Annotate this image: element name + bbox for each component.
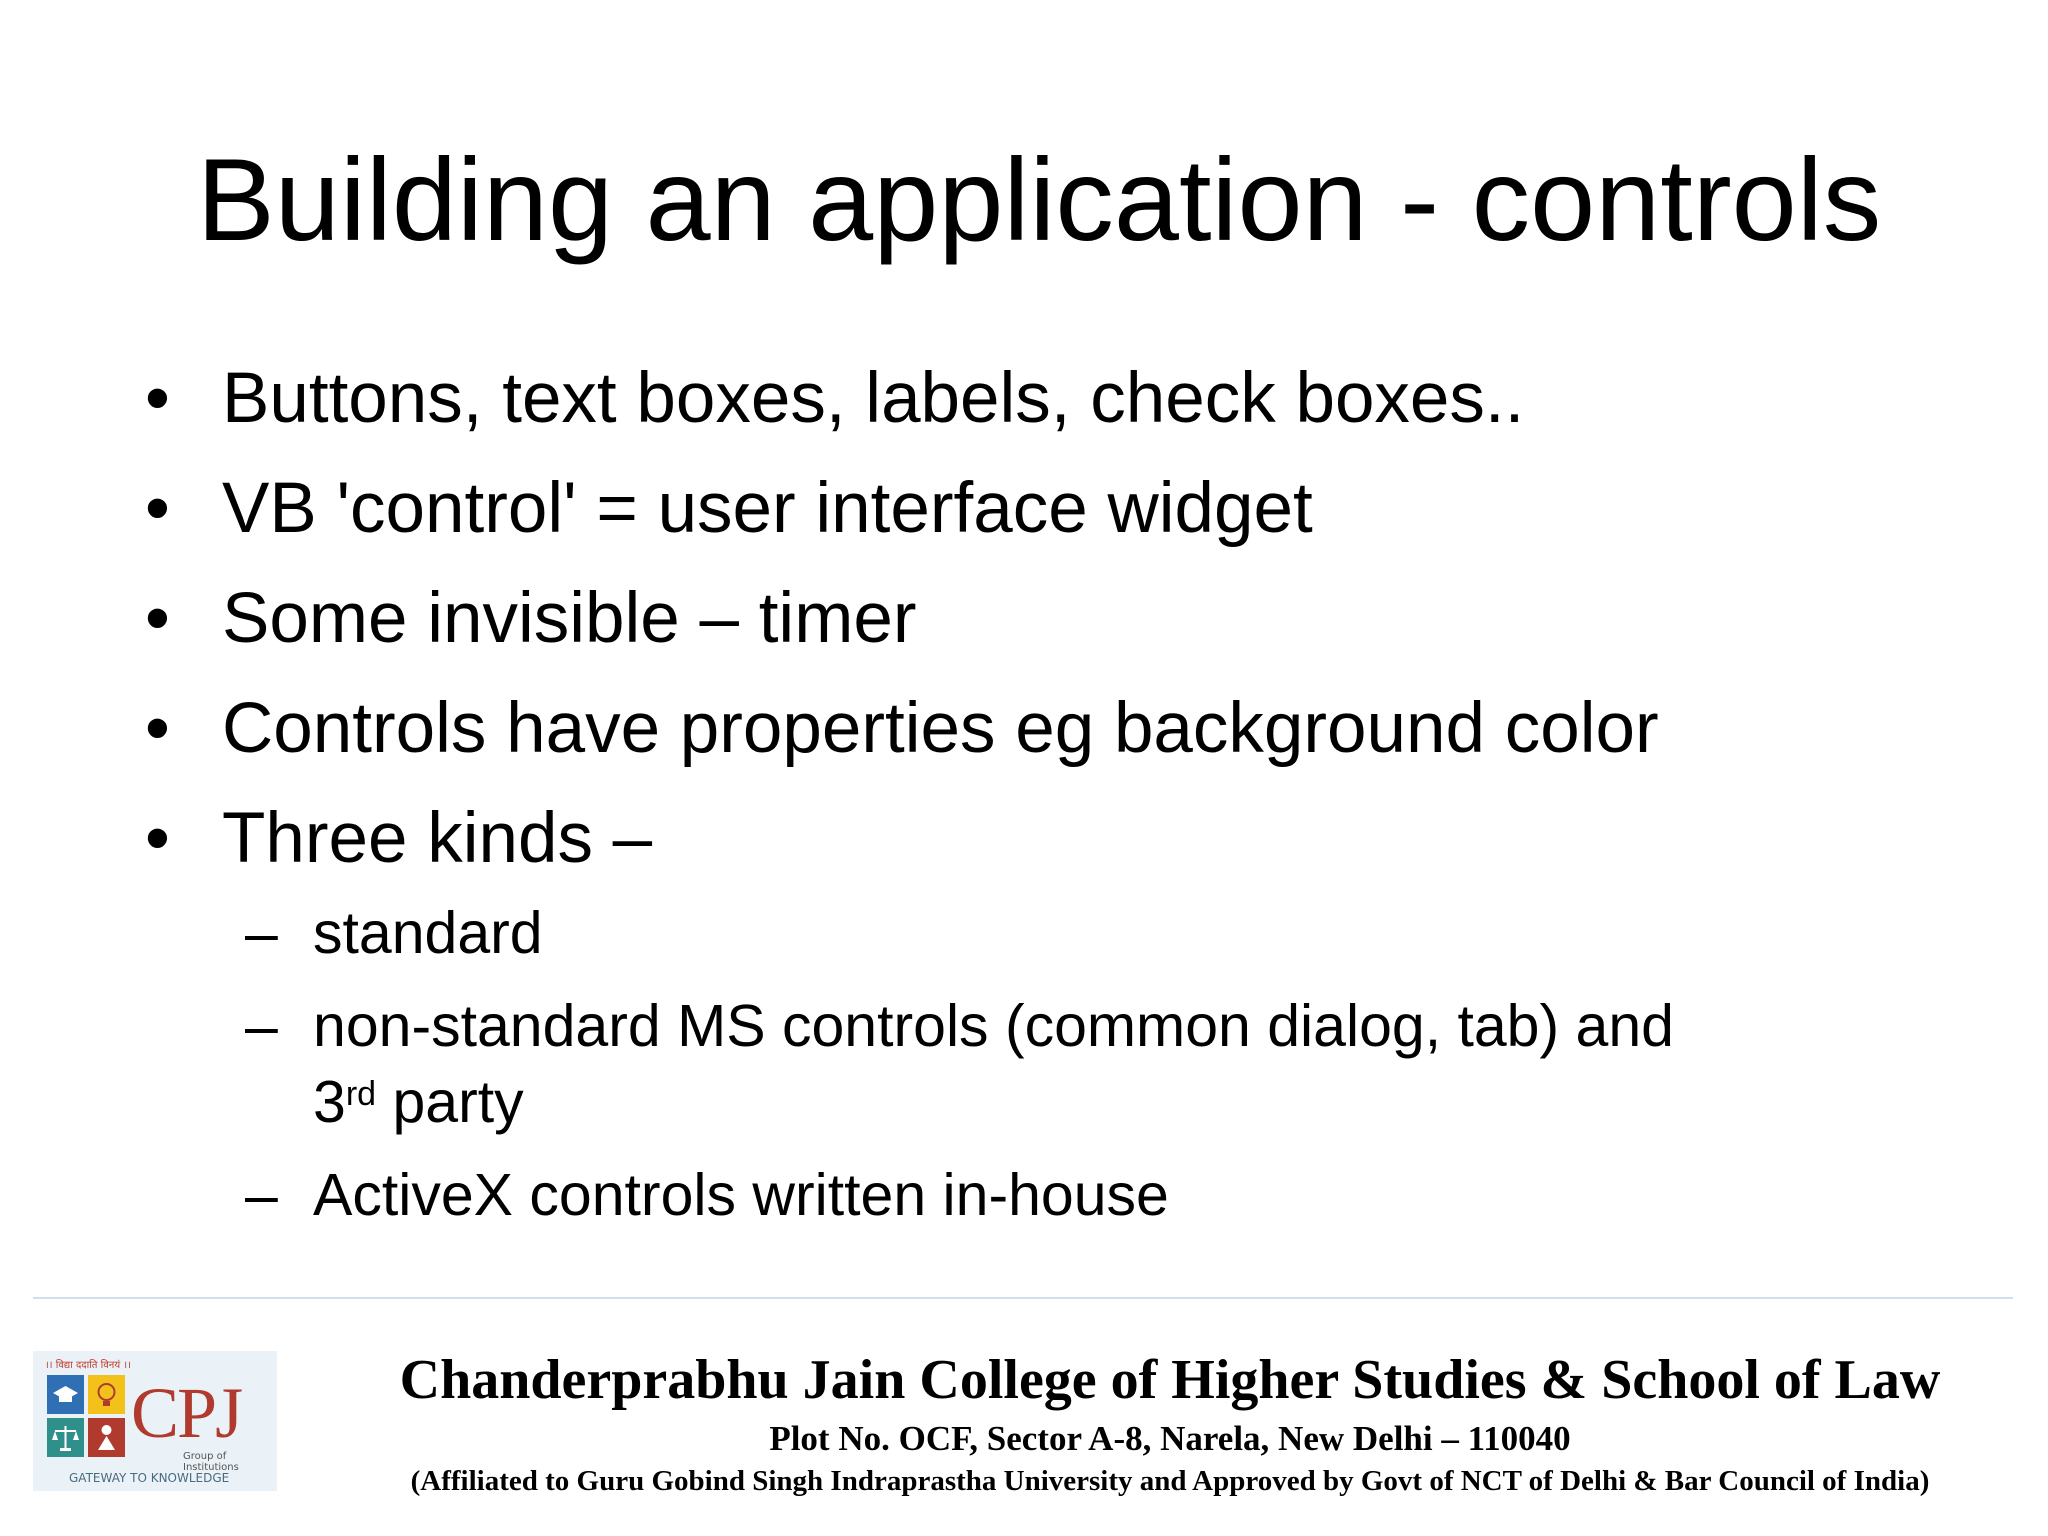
scales-of-justice-icon	[47, 1418, 84, 1457]
sub-bullet-text: ActiveX controls written in-house	[313, 1162, 1169, 1228]
logo-motto: ।। विद्या ददाति विनयं ।।	[45, 1360, 131, 1371]
sub-bullet-list	[245, 895, 1895, 1250]
footer-divider	[33, 1297, 2013, 1299]
college-name: Chanderprabhu Jain College of Higher Studies & School of Law	[399, 1349, 1941, 1411]
bullet-text: Buttons, text boxes, labels, check boxes..	[222, 359, 1525, 438]
sub-bullet-text	[313, 988, 1895, 1140]
bullet-marker: •	[145, 359, 170, 438]
bullet-marker: •	[145, 469, 170, 548]
college-affiliation: (Affiliated to Guru Gobind Singh Indraprastha University and Approved by Govt of NCT of Delhi & Bar Council of India)	[410, 1465, 1930, 1497]
graduation-cap-icon	[47, 1375, 84, 1414]
sub-bullet-item	[245, 1157, 1895, 1233]
bullet-marker: •	[145, 689, 170, 768]
bullet-marker: •	[145, 579, 170, 658]
college-address: Plot No. OCF, Sector A-8, Narela, New Delhi – 110040	[769, 1419, 1571, 1458]
slide-title: Building an application - controls	[196, 134, 1882, 265]
sub-bullet-marker: –	[245, 900, 278, 966]
sub-bullet-text-line2: party	[376, 1069, 524, 1135]
person-icon	[88, 1418, 125, 1457]
logo-wordmark: CPJ	[131, 1373, 242, 1453]
sub-bullet-marker: –	[245, 1162, 278, 1228]
bullet-marker: •	[145, 799, 170, 878]
bullet-item	[145, 465, 1995, 575]
sub-bullet-item	[245, 895, 1895, 971]
sub-bullet-marker: –	[245, 993, 278, 1059]
logo-emblem	[47, 1375, 125, 1457]
bullet-text: Some invisible – timer	[222, 579, 917, 658]
logo-gateway-text: GATEWAY TO KNOWLEDGE	[69, 1471, 230, 1485]
bullet-item	[145, 575, 1995, 685]
bullet-text: Controls have properties eg background color	[222, 689, 1659, 768]
bullet-item	[145, 795, 1995, 905]
bullet-text: VB 'control' = user interface widget	[222, 469, 1313, 548]
logo-group-text: Group of Institutions	[183, 1451, 239, 1473]
ordinal-superscript: rd	[345, 1075, 377, 1113]
lamp-icon	[88, 1375, 125, 1414]
bullet-item	[145, 685, 1995, 795]
bullet-item	[145, 355, 1995, 465]
sub-bullet-item	[245, 988, 1895, 1140]
sub-bullet-text-line1: non-standard MS controls (common dialog, tab) and	[313, 993, 1674, 1059]
sub-bullet-text: standard	[313, 900, 543, 966]
bullet-list	[145, 355, 1995, 905]
bullet-text: Three kinds –	[222, 799, 653, 878]
ordinal-number: 3	[313, 1069, 346, 1135]
college-logo	[33, 1351, 277, 1491]
